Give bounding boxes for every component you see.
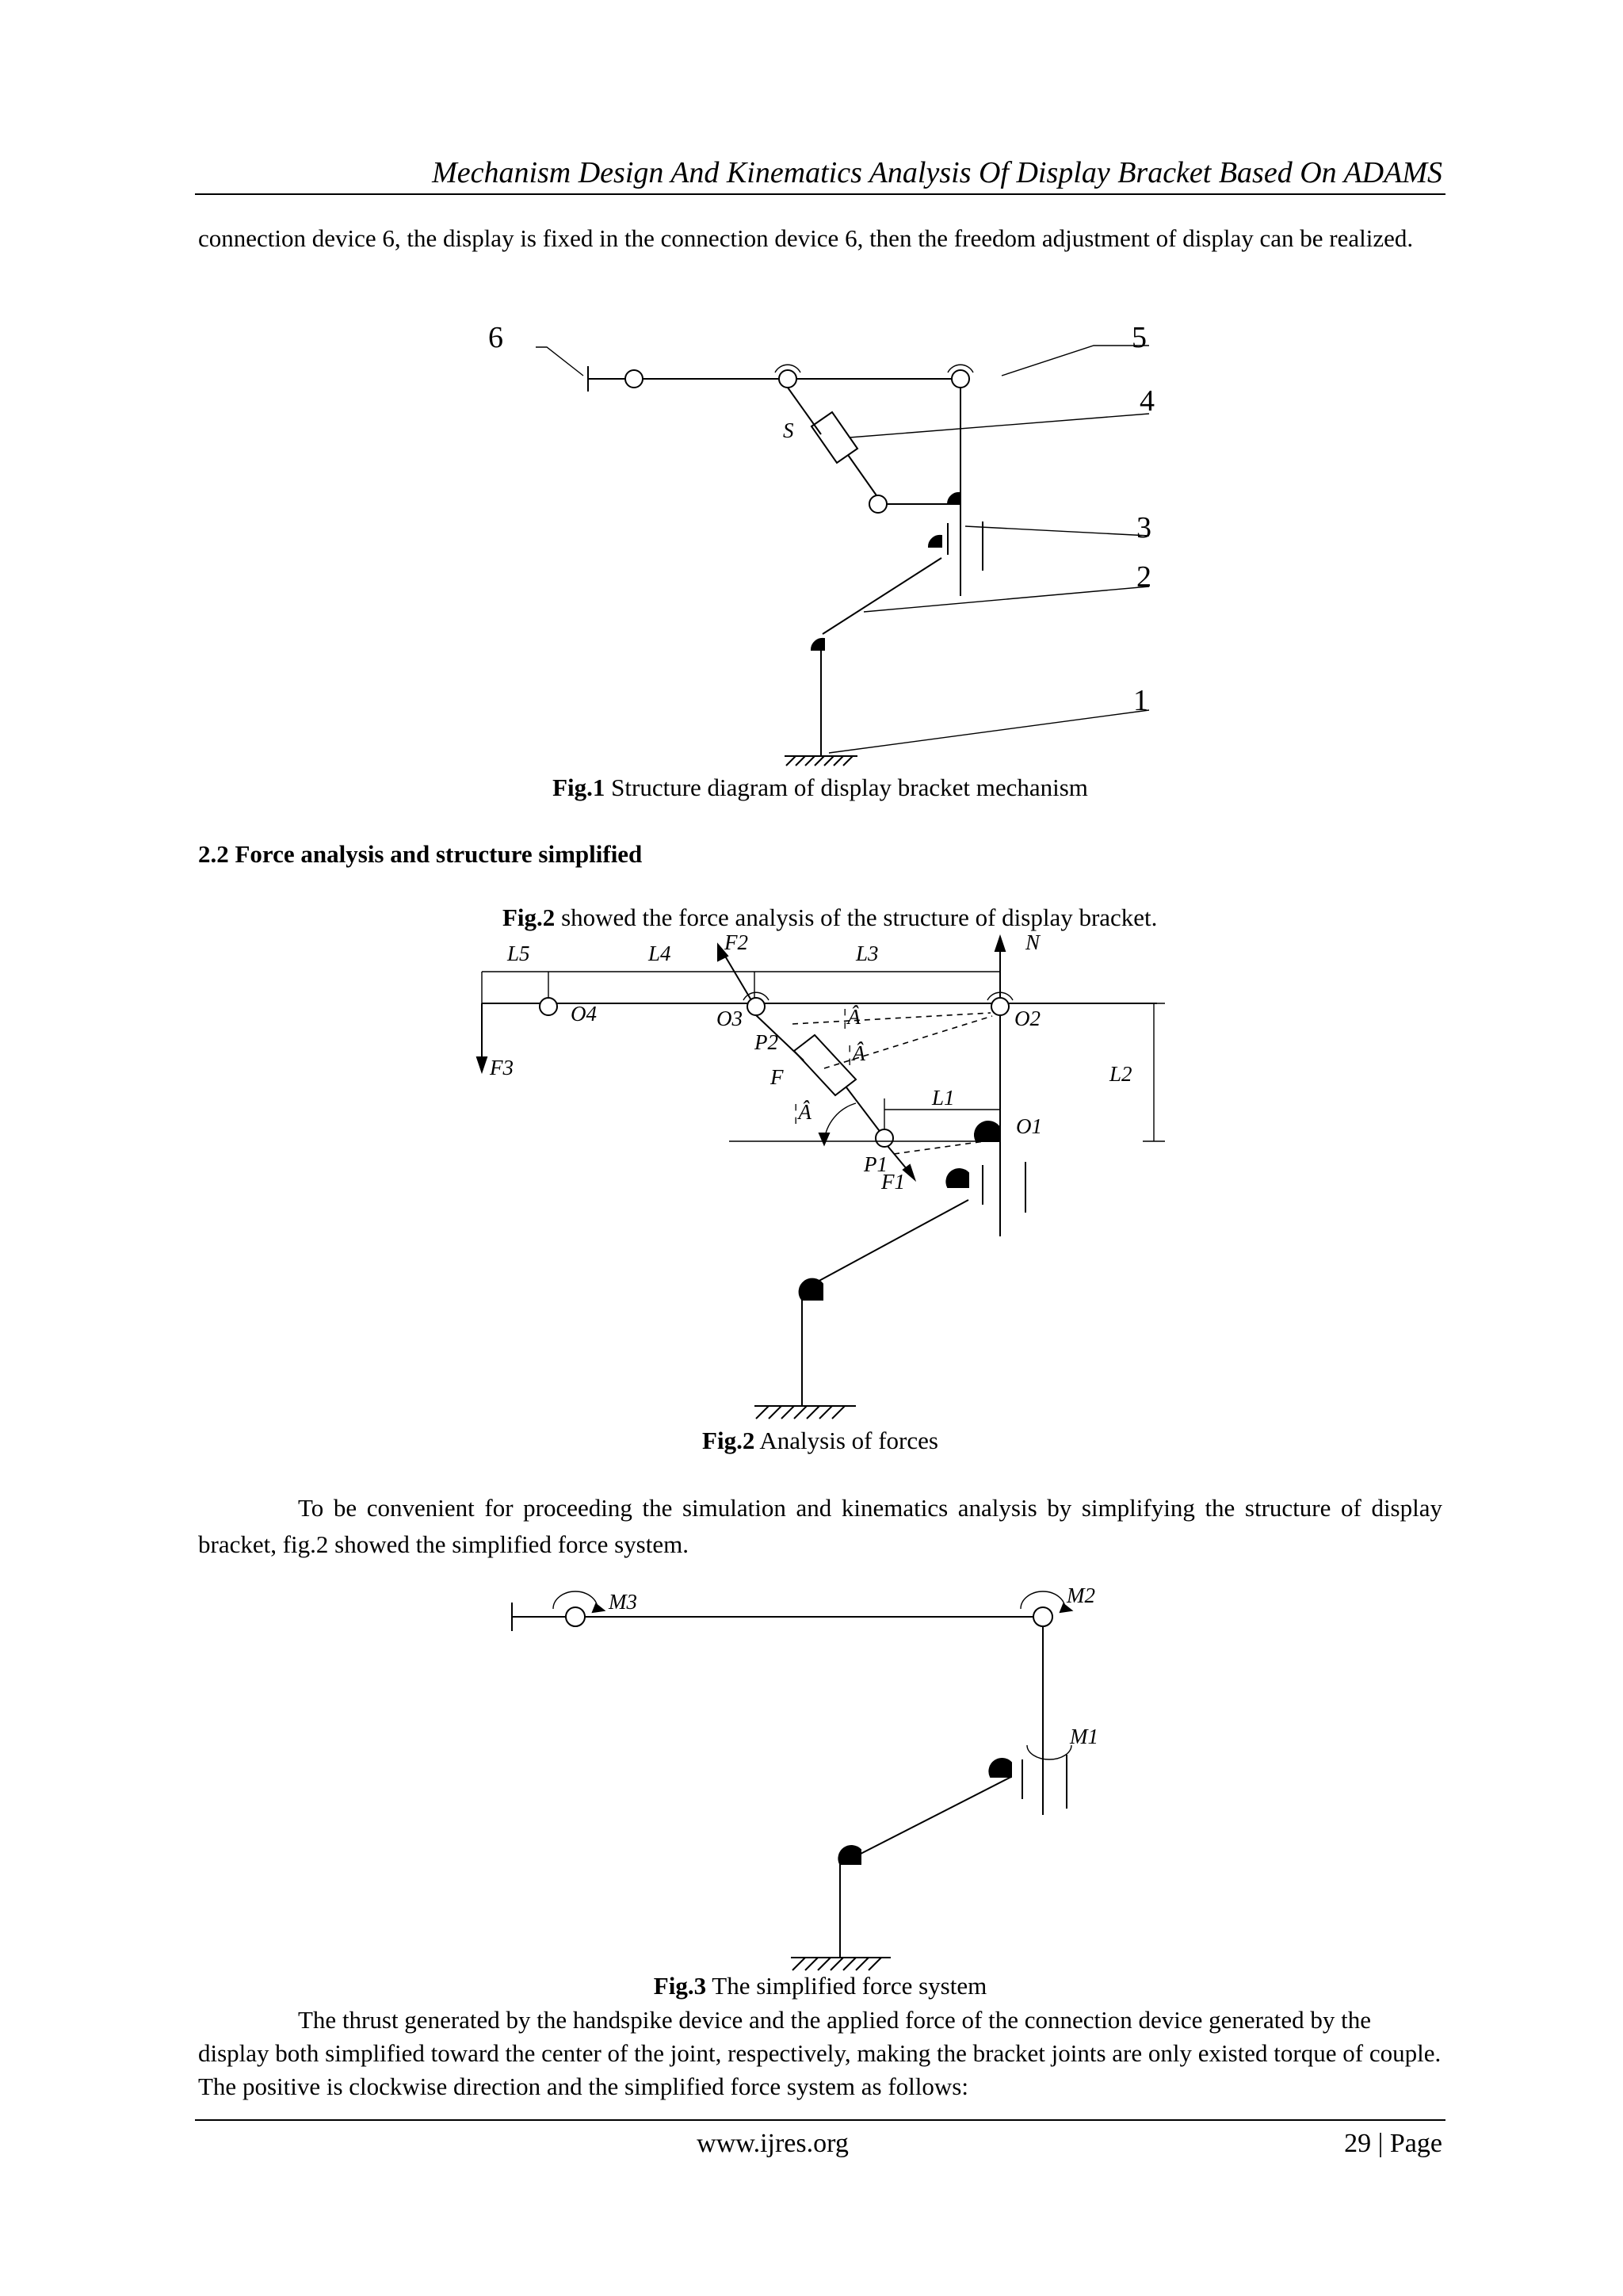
- fig2-label-p2: P2: [754, 1030, 778, 1054]
- fig2-label-l2: L2: [1109, 1062, 1132, 1086]
- section-heading: 2.2 Force analysis and structure simplified: [198, 840, 643, 868]
- fig2-label-f3: F3: [490, 1056, 514, 1079]
- fig3-label-m1: M1: [1070, 1725, 1098, 1748]
- fig2-caption-text: Analysis of forces: [754, 1427, 938, 1454]
- fig2-label-o1: O1: [1016, 1114, 1042, 1138]
- fig2-label-o4: O4: [571, 1002, 597, 1026]
- fig1-caption-text: Structure diagram of display bracket mechanism: [605, 774, 1088, 801]
- fig2-intro-label: Fig.2: [502, 904, 556, 931]
- fig1-label-s: S: [783, 418, 794, 442]
- fig3-inclined-link: [859, 1777, 1011, 1855]
- simplify-paragraph: To be convenient for proceeding the simulation and kinematics analysis by simplifying the structure of display bracket, fig.2 showed the simplified force system.: [198, 1494, 1442, 1558]
- footer-url[interactable]: www.ijres.org: [697, 2129, 849, 2158]
- fig2-label-l1: L1: [932, 1086, 955, 1110]
- footer-page-number: 29 | Page: [1344, 2129, 1442, 2158]
- fig3-moment-m3: [553, 1591, 598, 1609]
- fig1-label-1: 1: [1133, 684, 1148, 717]
- thrust-paragraph: The thrust generated by the handspike device and the applied force of the connection device generated by the display both simplified toward the center of the joint, respectively, making the bracket joints are only existed torque of couple. The positive is clockwise direction and the simplified force system as follows:: [198, 2006, 1442, 2100]
- fig2-caption-label: Fig.2: [702, 1427, 755, 1454]
- fig2-label-angle-mid: ¦Â: [846, 1041, 865, 1065]
- fig3-moment-m1: [1027, 1745, 1071, 1759]
- fig1-label-5: 5: [1132, 321, 1147, 354]
- fig2-label-n: N: [1025, 930, 1041, 954]
- fig1-label-3: 3: [1136, 511, 1151, 544]
- fig2-label-angle-low: ¦Â: [792, 1100, 812, 1124]
- fig2-label-l3: L3: [856, 942, 879, 965]
- fig1-label-6: 6: [488, 321, 503, 354]
- fig3-caption-label: Fig.3: [653, 1972, 707, 2000]
- fig1-label-4: 4: [1140, 384, 1155, 418]
- fig2-label-angle-top: ¦Â: [842, 1005, 861, 1029]
- fig3-hinge-bottom: [838, 1846, 861, 1864]
- fig3-hinge-middle: [989, 1759, 1011, 1777]
- fig2-label-l4: L4: [648, 942, 671, 965]
- running-title: Mechanism Design And Kinematics Analysis Of Display Bracket Based On ADAMS: [432, 156, 1442, 189]
- fig1-caption-label: Fig.1: [552, 774, 605, 801]
- fig2-label-o2: O2: [1014, 1007, 1041, 1030]
- fig3-label-m3: M3: [609, 1590, 637, 1614]
- fig3-joint-left: [566, 1607, 585, 1626]
- intro-paragraph: connection device 6, the display is fixed in the connection device 6, then the freedom adjustment of display can be realized.: [198, 224, 1414, 252]
- fig2-label-p1: P1: [864, 1152, 888, 1176]
- footer-rule: [195, 2119, 1445, 2121]
- fig3-joint-right: [1033, 1607, 1052, 1626]
- fig3-caption-text: The simplified force system: [706, 1972, 987, 2000]
- fig2-label-l5: L5: [507, 942, 530, 965]
- fig2-label-f2: F2: [724, 930, 748, 954]
- fig3-ground-hatch: [792, 1958, 881, 1970]
- fig3-caption: [198, 1972, 1442, 2000]
- fig3-label-m2: M2: [1067, 1584, 1095, 1607]
- fig3-moment-m2: [1021, 1591, 1065, 1609]
- fig1-label-2: 2: [1136, 560, 1151, 594]
- fig2-intro-text: showed the force analysis of the structure of display bracket.: [555, 904, 1158, 931]
- fig2-label-f: F: [770, 1065, 784, 1089]
- fig2-label-f1: F1: [881, 1170, 905, 1194]
- fig2-label-o3: O3: [716, 1007, 743, 1030]
